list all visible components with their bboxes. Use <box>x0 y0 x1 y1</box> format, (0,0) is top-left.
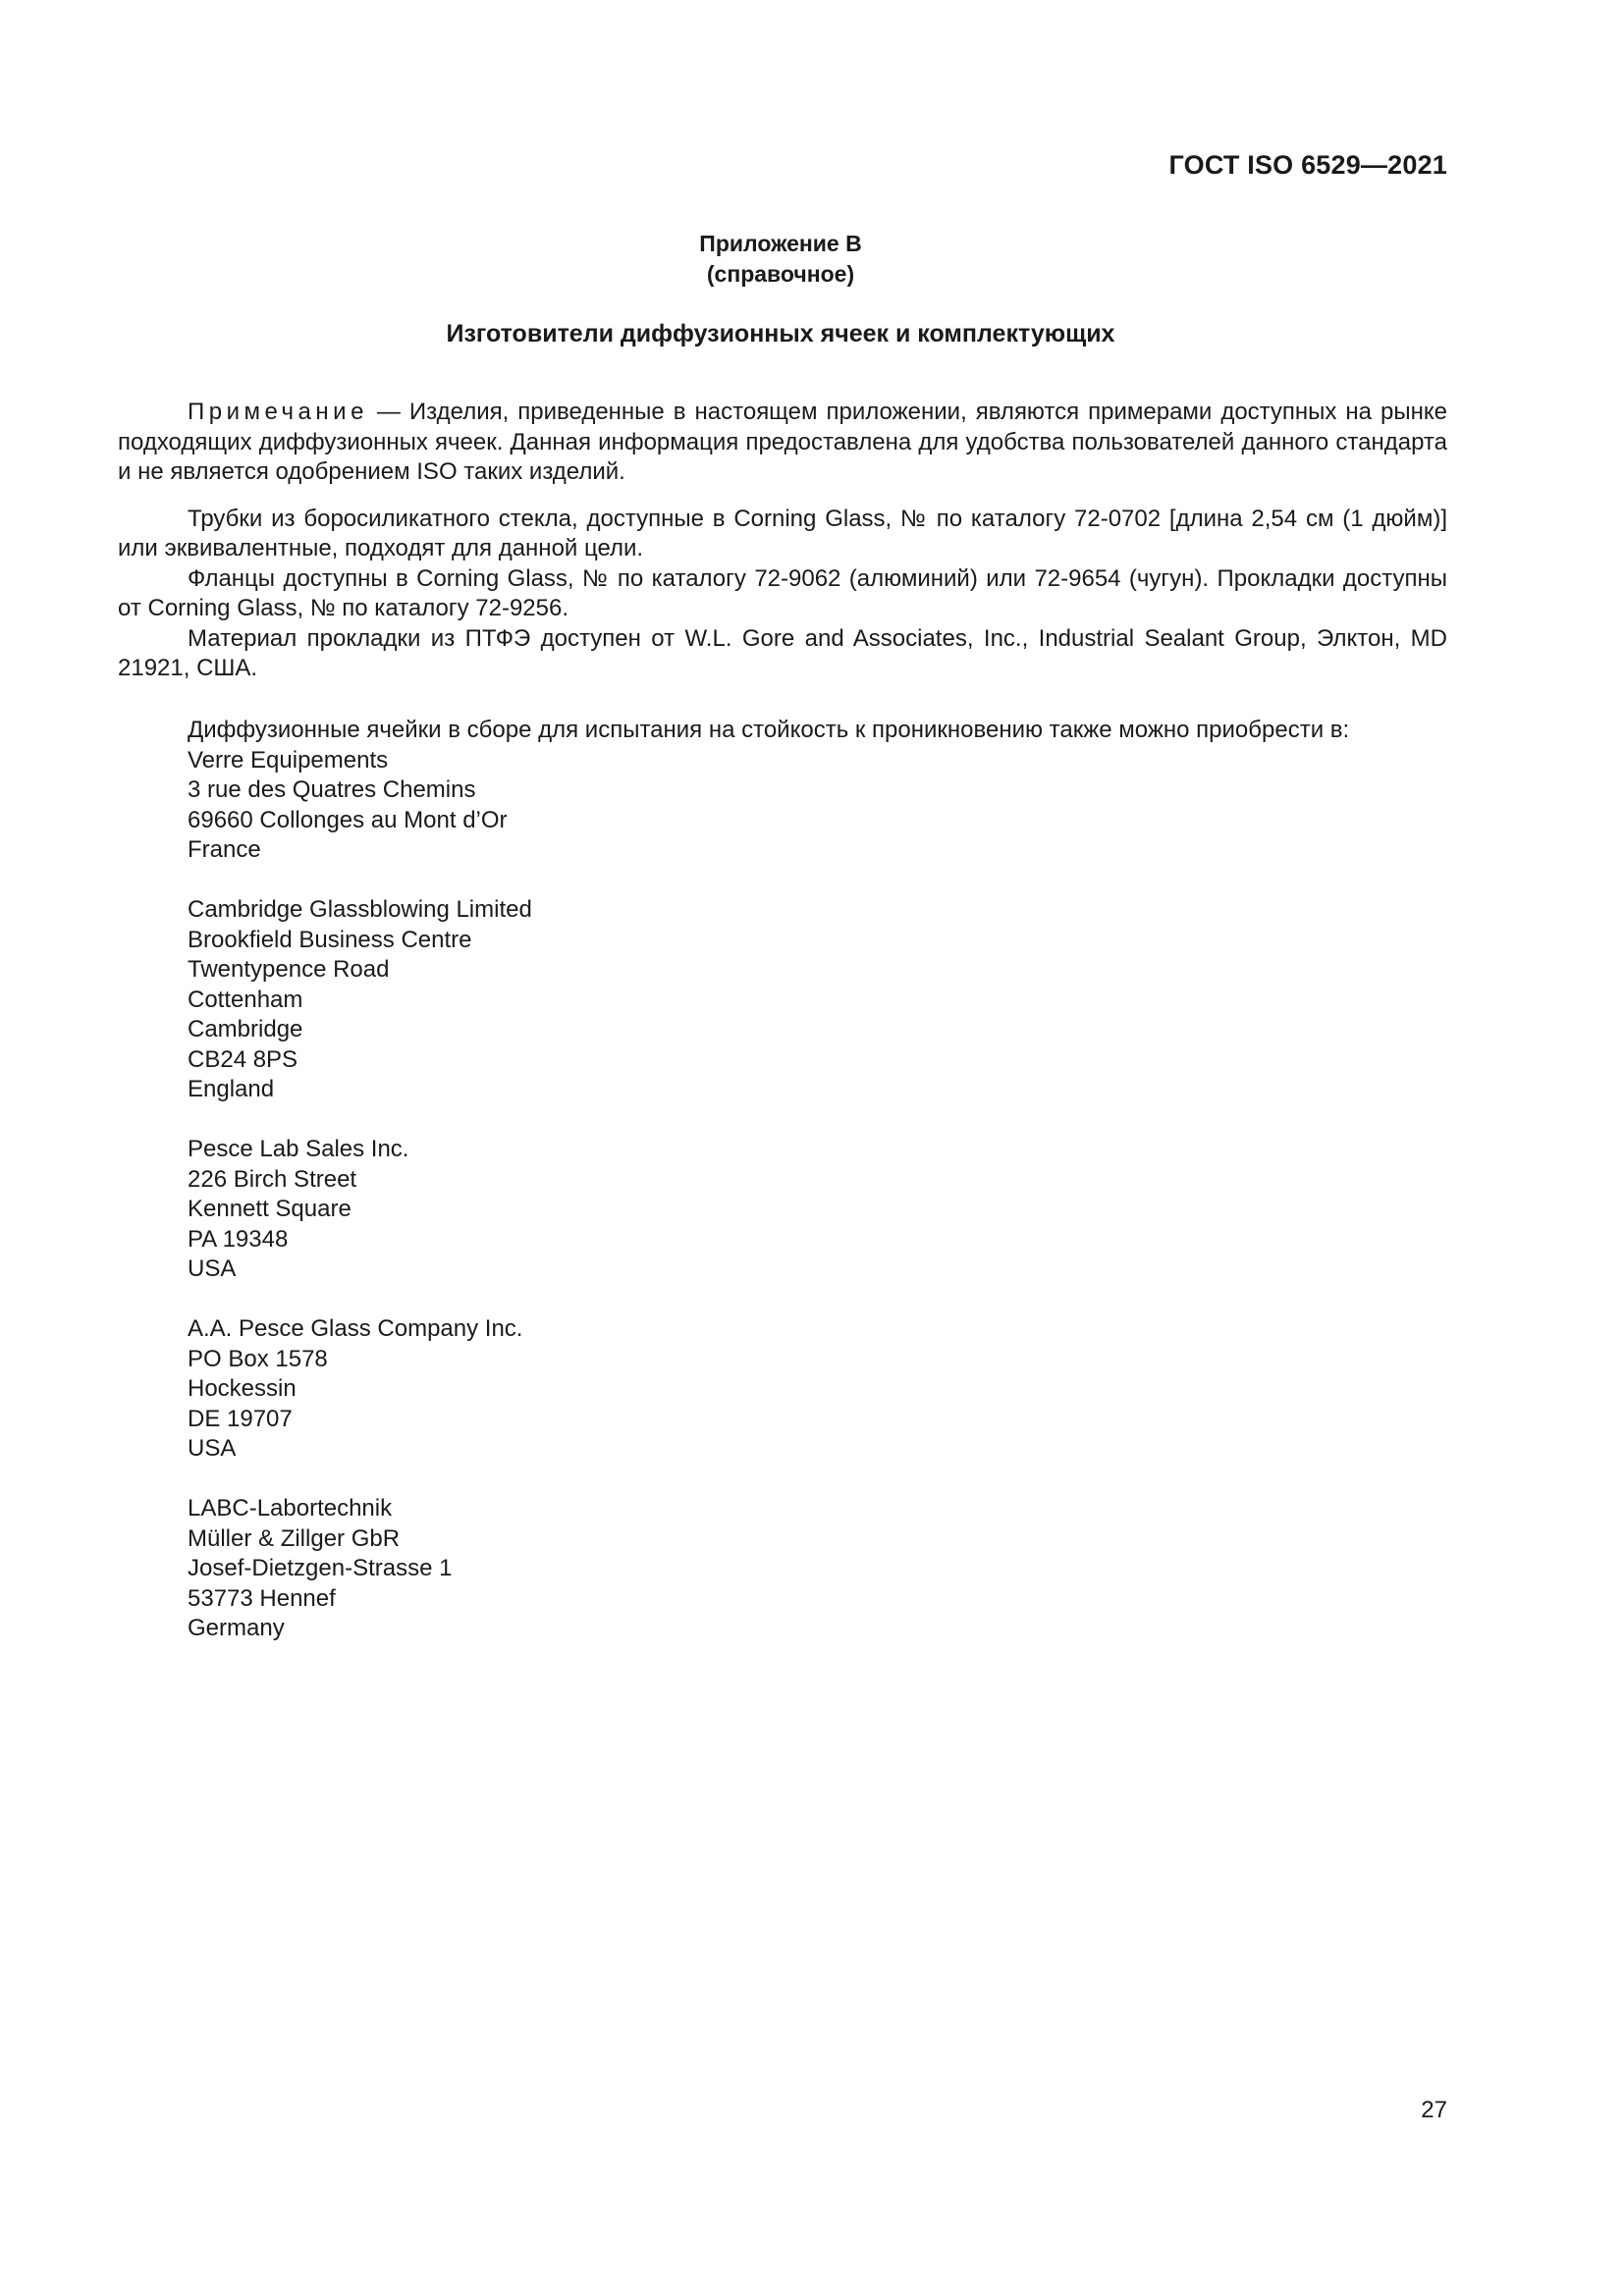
page-number: 27 <box>1421 2097 1447 2123</box>
supplier-address <box>188 746 1464 866</box>
supplier-address <box>188 1135 1464 1285</box>
address-line: England <box>188 1076 275 1102</box>
address-line: LABC-Labortechnik <box>188 1495 393 1522</box>
suppliers-section <box>188 716 1464 1644</box>
address-line: DE 19707 <box>188 1405 293 1432</box>
paragraph: Трубки из боросиликатного стекла, доступные в Corning Glass, № по каталогу 72-0702 [длина 2,54 см (1 дюйм)] или эквивалентные, подходят для данной цели. <box>118 505 1447 561</box>
address-line: CB24 8PS <box>188 1045 298 1073</box>
supplier-address <box>188 1494 1464 1644</box>
address-line: PO Box 1578 <box>188 1345 328 1372</box>
address-line: Kennett Square <box>188 1196 352 1222</box>
address-line: 69660 Collonges au Mont d’Or <box>188 806 508 833</box>
annex-type: (справочное) <box>706 261 855 287</box>
address-line: A.A. Pesce Glass Company Inc. <box>188 1315 523 1342</box>
address-line: Josef-Dietzgen-Strasse 1 <box>188 1555 453 1581</box>
address-line: Cambridge Glassblowing Limited <box>188 896 532 923</box>
annex-header <box>0 229 1561 290</box>
paragraph: Материал прокладки из ПТФЭ доступен от W.L. Gore and Associates, Inc., Industrial Sealant Group, Элктон, MD 21921, США. <box>118 624 1447 681</box>
paragraph: Фланцы доступны в Corning Glass, № по каталогу 72-9062 (алюминий) или 72-9654 (чугун). Прокладки доступны от Corning Glass, № по каталогу 72-9256. <box>118 564 1447 621</box>
address-line: Cottenham <box>188 986 303 1013</box>
address-line: Pesce Lab Sales Inc. <box>188 1136 409 1162</box>
address-line: 53773 Hennef <box>188 1584 336 1612</box>
address-line: Twentypence Road <box>188 956 390 983</box>
address-line: USA <box>188 1255 237 1282</box>
document-code: ГОСТ ISO 6529—2021 <box>1168 150 1447 180</box>
suppliers-intro: Диффузионные ячейки в сборе для испытания на стойкость к проникновению также можно приобрести в: <box>188 717 1350 743</box>
annex-title: Приложение В <box>699 231 862 256</box>
address-line: Müller & Zillger GbR <box>188 1524 401 1552</box>
note-paragraph <box>118 398 1447 488</box>
address-line: Verre Equipements <box>188 746 389 774</box>
address-line: Germany <box>188 1615 285 1641</box>
address-line: Cambridge <box>188 1016 303 1042</box>
note-text: — Изделия, приведенные в настоящем приложении, являются примерами доступных на рынке подходящих диффузионных ячеек. Данная информация предоставлена для удобства пользователей данного стандарта и не является одобрением ISO таких изделий. <box>118 399 1447 485</box>
body-text <box>118 398 1447 684</box>
address-line: USA <box>188 1435 237 1462</box>
address-line: Hockessin <box>188 1375 297 1402</box>
address-line: 226 Birch Street <box>188 1165 357 1193</box>
address-line: PA 19348 <box>188 1225 289 1253</box>
address-line: Brookfield Business Centre <box>188 926 472 953</box>
annex-heading: Изготовители диффузионных ячеек и комплектующих <box>446 320 1115 347</box>
supplier-address <box>188 1314 1464 1465</box>
supplier-address <box>188 895 1464 1105</box>
address-line: France <box>188 836 261 863</box>
note-label: Примечание <box>188 399 368 425</box>
address-line: 3 rue des Quatres Chemins <box>188 776 476 803</box>
